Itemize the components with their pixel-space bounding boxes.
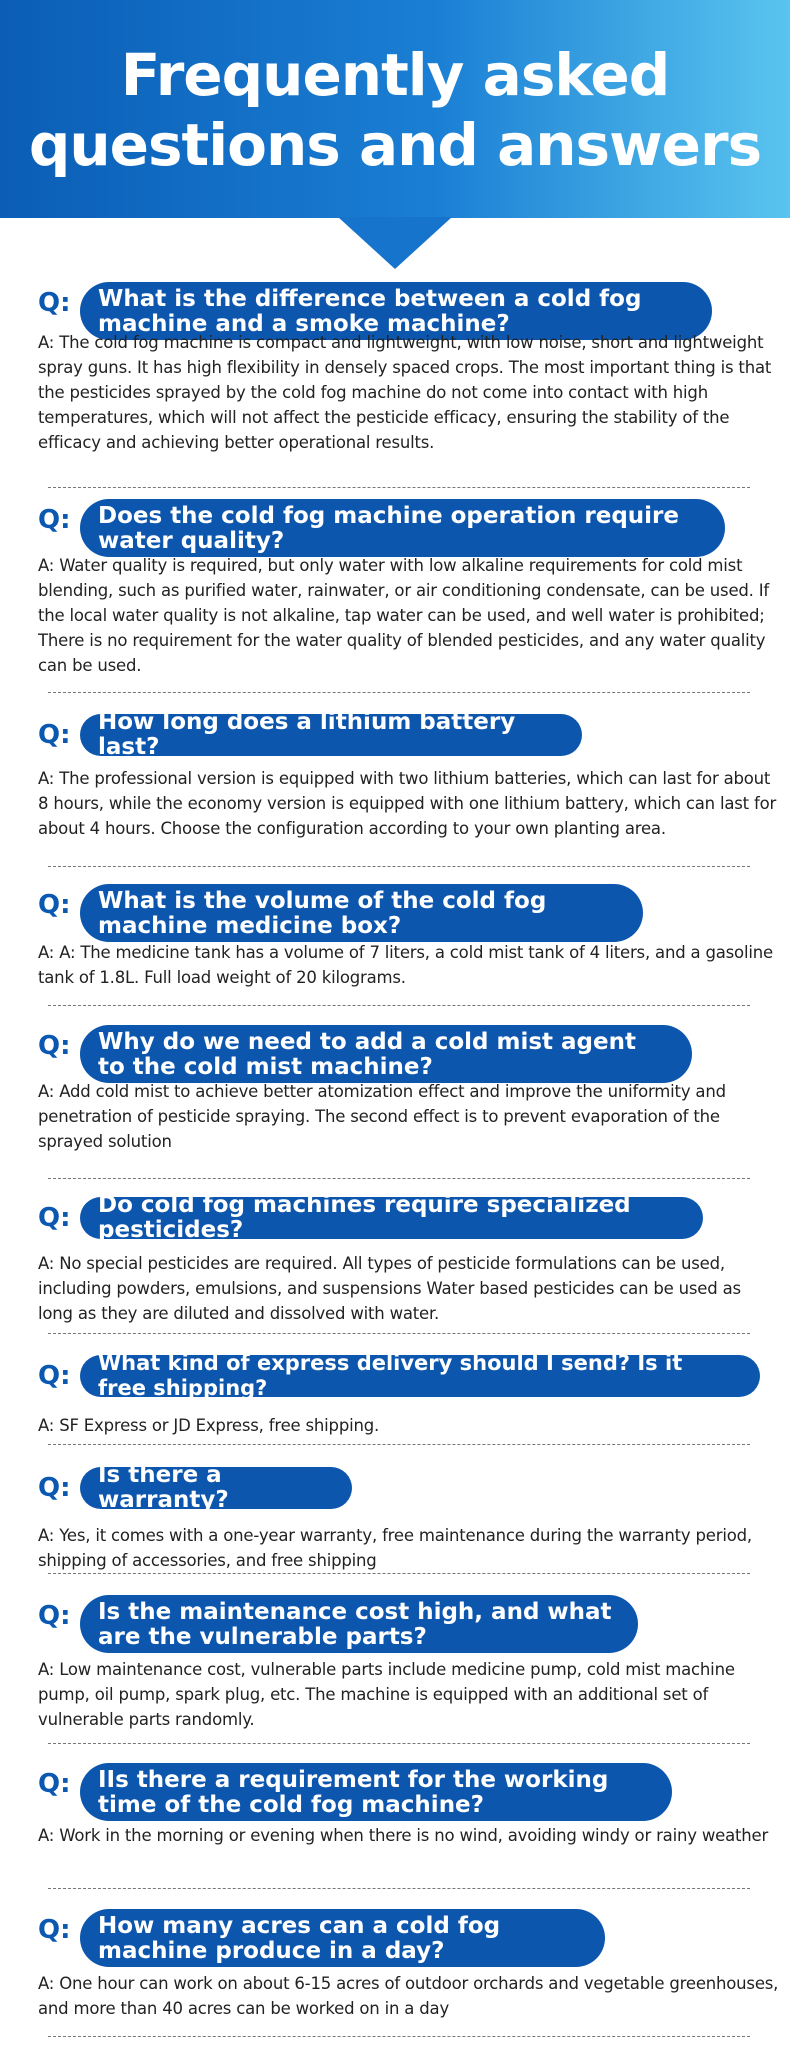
page-title-line-2: questions and answers [28, 111, 762, 179]
faq-item [0, 1192, 790, 1326]
faq-question-row [0, 884, 790, 948]
q-label: Q: [38, 1361, 71, 1391]
page-title-line-1: Frequently asked [120, 41, 670, 109]
q-label: Q: [38, 1915, 71, 1945]
faq-question: What is the volume of the cold fog machine medicine box? [80, 884, 643, 942]
dashed-divider [48, 692, 750, 693]
faq-item [0, 499, 790, 678]
faq-question: Does the cold fog machine operation require water quality? [80, 499, 725, 557]
q-label: Q: [38, 1769, 71, 1799]
dashed-divider [48, 2036, 750, 2037]
faq-answer: A: SF Express or JD Express, free shipping. [38, 1416, 380, 1435]
faq-answer: A: The cold fog machine is compact and lightweight, with low noise, short and lightweight spray guns. It has high flexibility in densely spaced crops. The most important thing is that the pesticides sprayed by the cold fog machine do not come into contact with high temperatures, which will not affect the pesticide efficacy, ensuring the stability of the efficacy and achieving better operational results. [38, 333, 772, 452]
faq-answer: A: Add cold mist to achieve better atomization effect and improve the uniformity and penetration of pesticide spraying. The second effect is to prevent evaporation of the sprayed solution [38, 1082, 726, 1151]
header-pointer-arrow [338, 217, 452, 269]
faq-question-row [0, 1351, 790, 1419]
dashed-divider [48, 487, 750, 488]
faq-question: How many acres can a cold fog machine produce in a day? [80, 1909, 605, 1967]
page-title [0, 40, 790, 180]
faq-question-row [0, 1595, 790, 1659]
q-label: Q: [38, 1203, 71, 1233]
faq-question: What kind of express delivery should I send? Is it free shipping? [80, 1355, 760, 1397]
faq-answer: A: A: The medicine tank has a volume of 7 liters, a cold mist tank of 4 liters, and a gasoline tank of 1.8L. Full load weight of 20 kilograms. [38, 943, 773, 987]
q-label: Q: [38, 1031, 71, 1061]
faq-question: What is the difference between a cold fog machine and a smoke machine? [80, 282, 712, 340]
faq-question-row [0, 1462, 790, 1531]
dashed-divider [48, 1444, 750, 1445]
faq-question: Do cold fog machines require specialized pesticides? [80, 1197, 703, 1239]
faq-question: Is there a warranty? [80, 1467, 352, 1509]
faq-item [0, 709, 790, 841]
q-label: Q: [38, 1473, 71, 1503]
faq-answer: A: Water quality is required, but only water with low alkaline requirements for cold mist blending, such as purified water, rainwater, or air conditioning condensate, can be used. If the local water quality is not alkaline, tap water can be used, and well water is prohibited; There is no requirement for the water quality of blended pesticides, and any water quality can be used. [38, 556, 770, 675]
dashed-divider [48, 1333, 750, 1334]
faq-question: How long does a lithium battery last? [80, 714, 582, 756]
faq-question: IIs there a requirement for the working time of the cold fog machine? [80, 1763, 672, 1821]
faq-answer: A: The professional version is equipped with two lithium batteries, which can last for about 8 hours, while the economy version is equipped with one lithium battery, which can last for about 4 hours. Choose the configuration according to your own planting area. [38, 769, 777, 838]
q-label: Q: [38, 505, 71, 535]
faq-item [0, 1351, 790, 1438]
faq-item [0, 1595, 790, 1732]
faq-item [0, 1909, 790, 2021]
faq-answer: A: Low maintenance cost, vulnerable parts include medicine pump, cold mist machine pump, oil pump, spark plug, etc. The machine is equipped with an additional set of vulnerable parts randomly. [38, 1660, 735, 1729]
q-label: Q: [38, 720, 71, 750]
faq-answer: A: Yes, it comes with a one-year warranty, free maintenance during the warranty period, shipping of accessories, and free shipping [38, 1526, 752, 1570]
faq-item [0, 1763, 790, 1848]
faq-answer: A: One hour can work on about 6-15 acres of outdoor orchards and vegetable greenhouses, and more than 40 acres can be worked on in a day [38, 1974, 779, 2018]
q-label: Q: [38, 890, 71, 920]
faq-question: Is the maintenance cost high, and what are the vulnerable parts? [80, 1595, 638, 1653]
dashed-divider [48, 1005, 750, 1006]
q-label: Q: [38, 1601, 71, 1631]
faq-question-row [0, 1909, 790, 1973]
dashed-divider [48, 1743, 750, 1744]
dashed-divider [48, 1178, 750, 1179]
faq-answer: A: No special pesticides are required. All types of pesticide formulations can be used, including powders, emulsions, and suspensions Water based pesticides can be used as long as they are diluted and dissolved with water. [38, 1254, 741, 1323]
faq-answer: A: Work in the morning or evening when there is no wind, avoiding windy or rainy weather [38, 1826, 769, 1845]
q-label: Q: [38, 288, 71, 318]
faq-item [0, 1462, 790, 1573]
faq-question: Why do we need to add a cold mist agent to the cold mist machine? [80, 1025, 692, 1083]
faq-item [0, 884, 790, 990]
faq-item [0, 1025, 790, 1154]
faq-item [0, 282, 790, 455]
dashed-divider [48, 1573, 750, 1574]
dashed-divider [48, 1888, 750, 1889]
faq-question-row [0, 1763, 790, 1827]
dashed-divider [48, 866, 750, 867]
header-banner [0, 0, 790, 218]
